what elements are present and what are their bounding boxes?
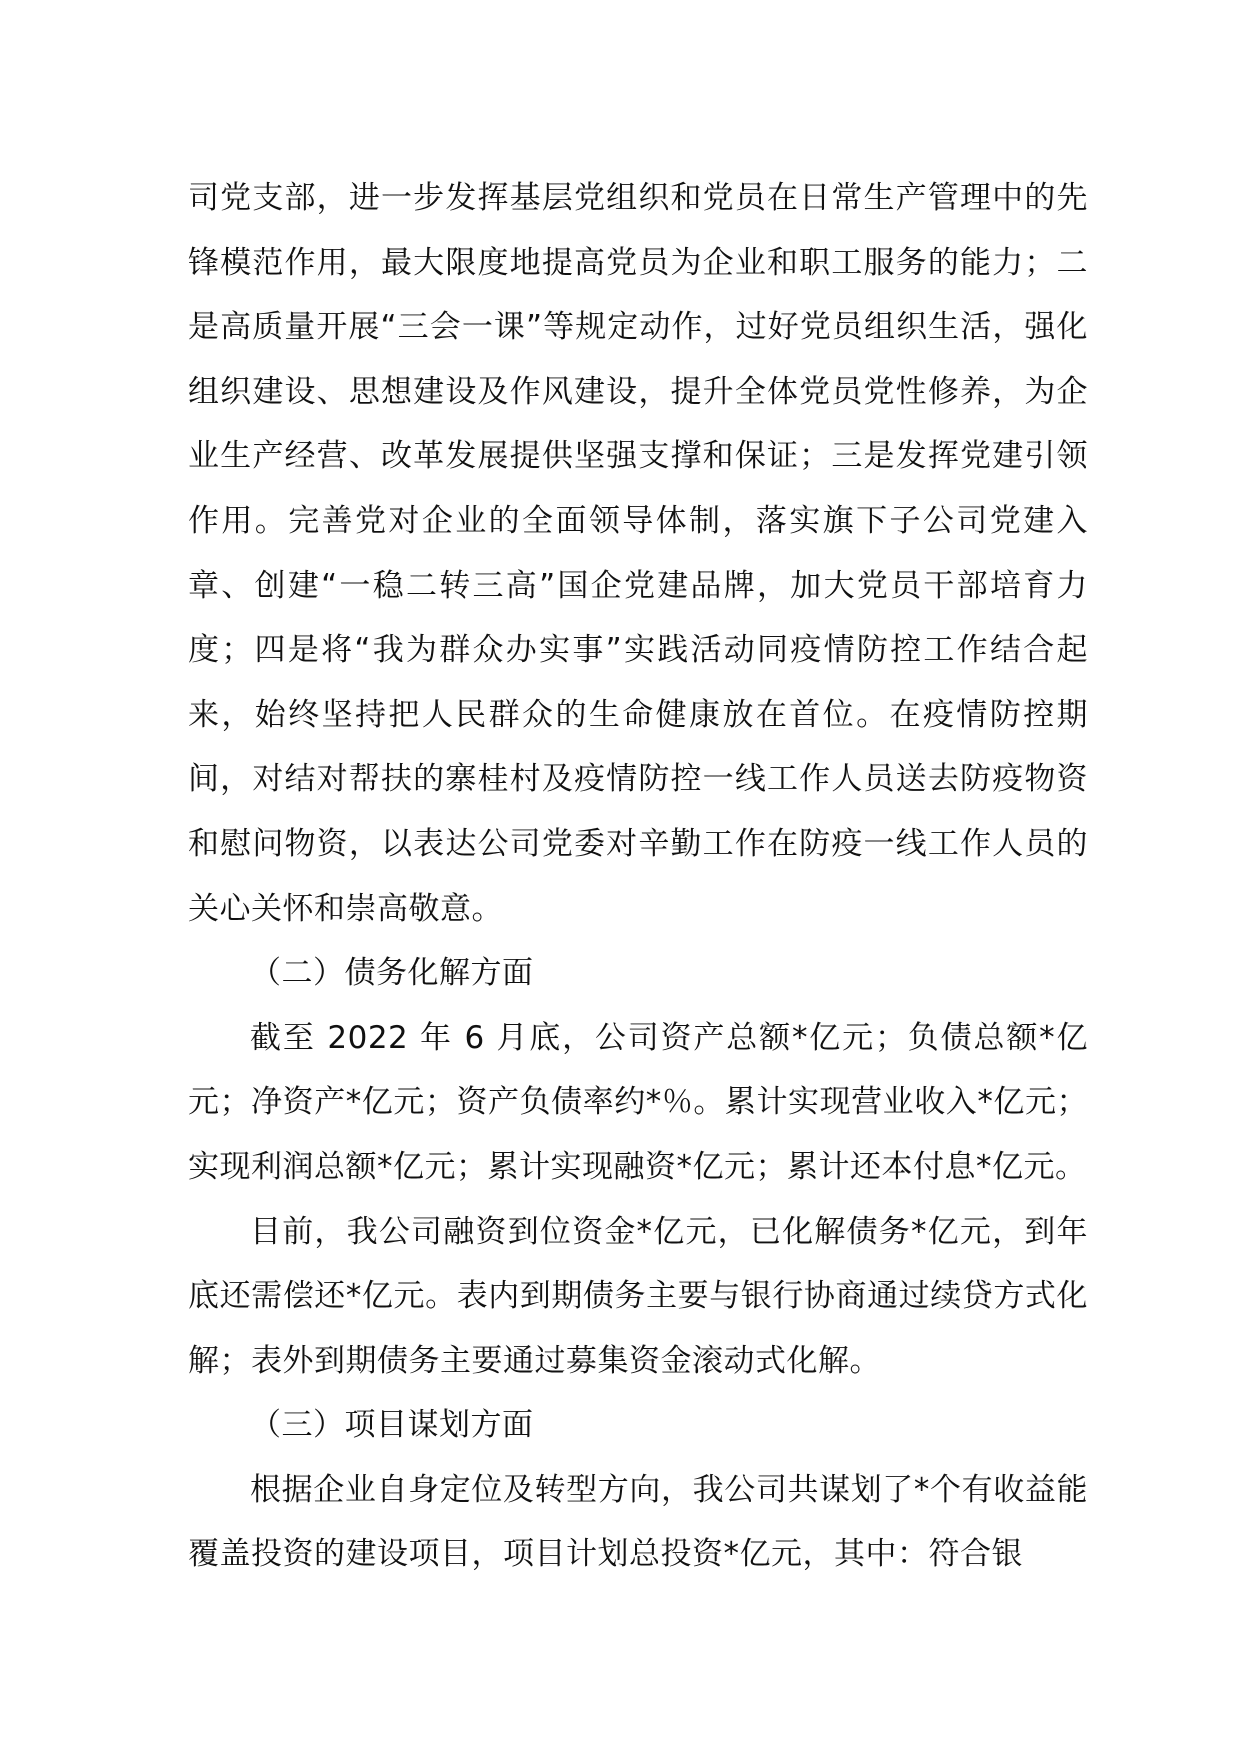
- section-heading-debt: （二）债务化解方面: [250, 955, 534, 992]
- paragraph-financial-status: 截至 2022 年 6 月底，公司资产总额*亿元；负债总额*亿元；净资产*亿元；资产负债率约*％。累计实现营业收入*亿元；实现利润总额*亿元；累计实现融资*亿元；累计还本付息*亿元。: [188, 1019, 1088, 1185]
- document-body: [188, 166, 1088, 1587]
- section-heading-projects: （三）项目谋划方面: [250, 1407, 534, 1444]
- paragraph-debt-resolution: 目前，我公司融资到位资金*亿元，已化解债务*亿元，到年底还需偿还*亿元。表内到期债务主要与银行协商通过续贷方式化解；表外到期债务主要通过募集资金滚动式化解。: [188, 1213, 1088, 1379]
- paragraph-party-building: 司党支部，进一步发挥基层党组织和党员在日常生产管理中的先锋模范作用，最大限度地提高党员为企业和职工服务的能力；二是高质量开展“三会一课”等规定动作，过好党员组织生活，强化组织建设、思想建设及作风建设，提升全体党员党性修养，为企业生产经营、改革发展提供坚强支撑和保证；三是发挥党建引领作用。完善党对企业的全面领导体制，落实旗下子公司党建入章、创建“一稳二转三高”国企党建品牌，加大党员干部培育力度；四是将“我为群众办实事”实践活动同疫情防控工作结合起来，始终坚持把人民群众的生命健康放在首位。在疫情防控期间，对结对帮扶的寨桂村及疫情防控一线工作人员送去防疫物资和慰问物资，以表达公司党委对辛勤工作在防疫一线工作人员的关心关怀和崇高敬意。: [188, 180, 1088, 927]
- paragraph-project-planning: 根据企业自身定位及转型方向，我公司共谋划了*个有收益能覆盖投资的建设项目，项目计划总投资*亿元，其中：符合银: [188, 1471, 1088, 1573]
